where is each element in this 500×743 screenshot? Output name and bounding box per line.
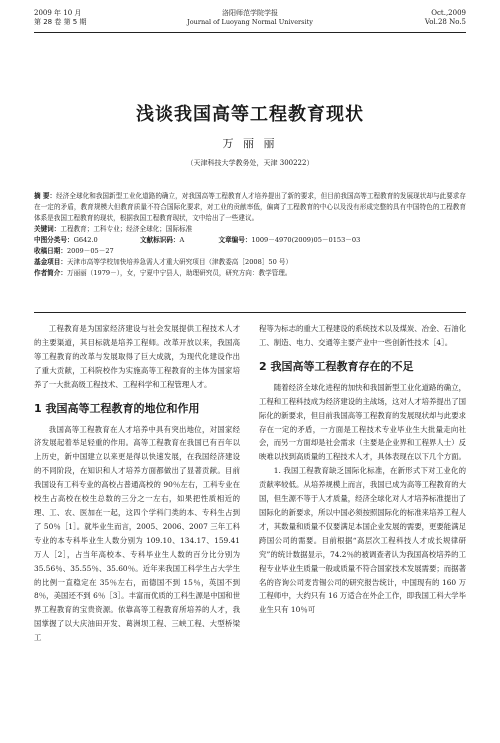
header-center: [150, 9, 350, 27]
fund-label: 基金项目：: [34, 258, 67, 266]
author-name: 万 丽 丽: [222, 137, 278, 150]
clc-value: G642.0: [73, 236, 98, 244]
continued-paragraph: 程等为标志的重大工程建设的系统技术以及煤炭、冶金、石油化工、制造、电力、交通等主要产业中一些创新性技术［4］。: [259, 324, 466, 347]
journal-date-en: Oct.,2009: [431, 9, 466, 17]
article-no-value: 1009－4970(2009)05－0153－03: [251, 236, 361, 244]
doc-code-value: A: [179, 236, 185, 244]
fund-info: [34, 257, 466, 268]
header-right: [366, 9, 466, 27]
author-bio: [34, 268, 466, 279]
keywords: [34, 224, 466, 235]
header-left: [34, 9, 87, 27]
header-rule: [34, 32, 466, 33]
left-column: [34, 322, 240, 645]
journal-volume-en: Vol.28 No.5: [424, 18, 466, 26]
article-meta: [34, 191, 466, 279]
section-1-heading: 1 我国高等工程教育的地位和作用: [34, 401, 200, 415]
meta-rule: [34, 312, 466, 313]
received-value: 2009－05－27: [66, 247, 114, 255]
abstract-label: 摘 要：: [34, 192, 57, 200]
section-1-paragraph: 我国高等工程教育在人才培养中具有突出地位，对国家经济发展起着举足轻重的作用。高等工程教育在我国已有百年以上历史，新中国建立以来更是得以快速发展，在我国经济建设的不同阶段，在知识和人才培养方面都做出了显著贡献。目前我国设有工科专业的高校占普通高校的 90％左右，工科专业在校生占高校在校生总数的三分之一左右，如果把性质相近的理、工、农、医加在一起，这四个学科门类的本、专科生占到了 50％［1］。就毕业生而言，2005、2006、2007 三年工科专业的本专科毕业生人数分别为 109.10、134.17、159.41 万人［2］，占当年高校本、专科毕业生人数的百分比分别为 35.56％、35.55％、35.60％。近年来我国工科学生占大学生的比例一直稳定在 35％左右，而德国不到 15％，英国不到 8％，美国还不到 6％［3］。丰富而优质的工科生源是中国和世界工程教育的宝贵资源。依靠高等工程教育所培养的人才，我国掌握了以大庆油田开发、葛洲坝工程、三峡工程、大型桥梁工: [34, 424, 240, 643]
clc-label: 中图分类号：: [34, 236, 74, 244]
doc-code-label: 文献标识码：: [139, 236, 180, 244]
received-date: [34, 246, 466, 257]
received-label: 收稿日期：: [34, 247, 67, 255]
bio-value: 万丽丽（1979－），女，宁夏中宁县人，助理研究员，研究方向：教学管理。: [66, 269, 292, 277]
article-no-label: 文章编号：: [218, 236, 252, 244]
journal-name-en: Journal of Luoyang Normal University: [187, 18, 313, 26]
article-title: 浅谈我国高等工程教育现状: [136, 104, 364, 125]
journal-volume: 第 28 卷 第 5 期: [34, 18, 87, 26]
classification: [34, 235, 466, 246]
intro-paragraph: 工程教育是为国家经济建设与社会发展提供工程技术人才的主要渠道，其目标就是培养工程师。改革开放以来，我国高等工程教育的改革与发展取得了巨大成就，为现代化建设作出了重大贡献，工科院校作为实施高等工程教育的主体为国家培养了一大批高级工程技术、工程科学和工程管理人才。: [34, 324, 240, 389]
bio-label: 作者简介：: [34, 269, 67, 277]
author-affiliation: （天津科技大学教务处，天津 300222）: [186, 159, 314, 167]
journal-name-cn: 洛阳师范学院学报: [222, 9, 278, 17]
section-2-heading: 2 我国高等工程教育存在的不足: [259, 359, 414, 373]
keywords-text: 工程教育；工科专业；经济全球化；国际标准: [60, 225, 193, 233]
abstract-text: 经济全球化和我国新型工业化道路的确立，对我国高等工程教育人才培养提出了新的要求，但目前我国高等工程教育的发展现状却与此要求存在一定的矛盾，教育规模大但教育质量不符合国际化要求，对工业的贡献率低，偏离了工程教育的中心以及没有形成完整的具有中国特色的工程教育体系是我国工程教育的现状，根据我国工程教育现状，文中给出了一些建议。: [34, 192, 467, 222]
keywords-label: 关键词：: [34, 225, 61, 233]
section-2-paragraph-2: 1. 我国工程教育缺乏国际化标准，在新形式下对工业化的贡献率较低。从培养规模上而言，我国已成为高等工程教育的大国，但生源不等于人才质量，经济全球化对人才培养标准提出了国际化的新要求，所以中国必须按照国际化的标准来培养工程人才，其数量和质量不仅要满足本国企业发展的需要，更要能满足跨国公司的需要。目前根据“高层次工程科技人才成长规律研究”的统计数据显示，74.2％的被调查者认为我国高校培养的工程专业毕业生质量一般或质量不符合国家技术发展需要；而据著名的咨询公司麦肯锡公司的研究报告统计，中国现有的 160 万工程师中，大约只有 16 万适合在外企工作，即我国工科大学毕业生只有 10％可: [259, 466, 466, 615]
right-column: [259, 322, 466, 617]
abstract: [34, 191, 466, 224]
journal-date: 2009 年 10 月: [34, 9, 82, 17]
fund-value: 天津市高等学校加快培养急需人才重大研究项目（津教委高［2008］50 号）: [66, 258, 293, 266]
section-2-paragraph-1: 随着经济全球化进程的加快和我国新型工业化道路的确立，工程和工程科技成为经济建设的主战场，这对人才培养提出了国际化的新要求，但目前我国高等工程教育的发展现状却与此要求存在一定的矛盾，一方面是工程技术专业毕业生大批量走向社会，而另一方面却是社会需求（主要是企业界和工程界人士）反映难以找到高质量的工程技术人才，具体表现在以下几个方面。: [259, 382, 466, 462]
